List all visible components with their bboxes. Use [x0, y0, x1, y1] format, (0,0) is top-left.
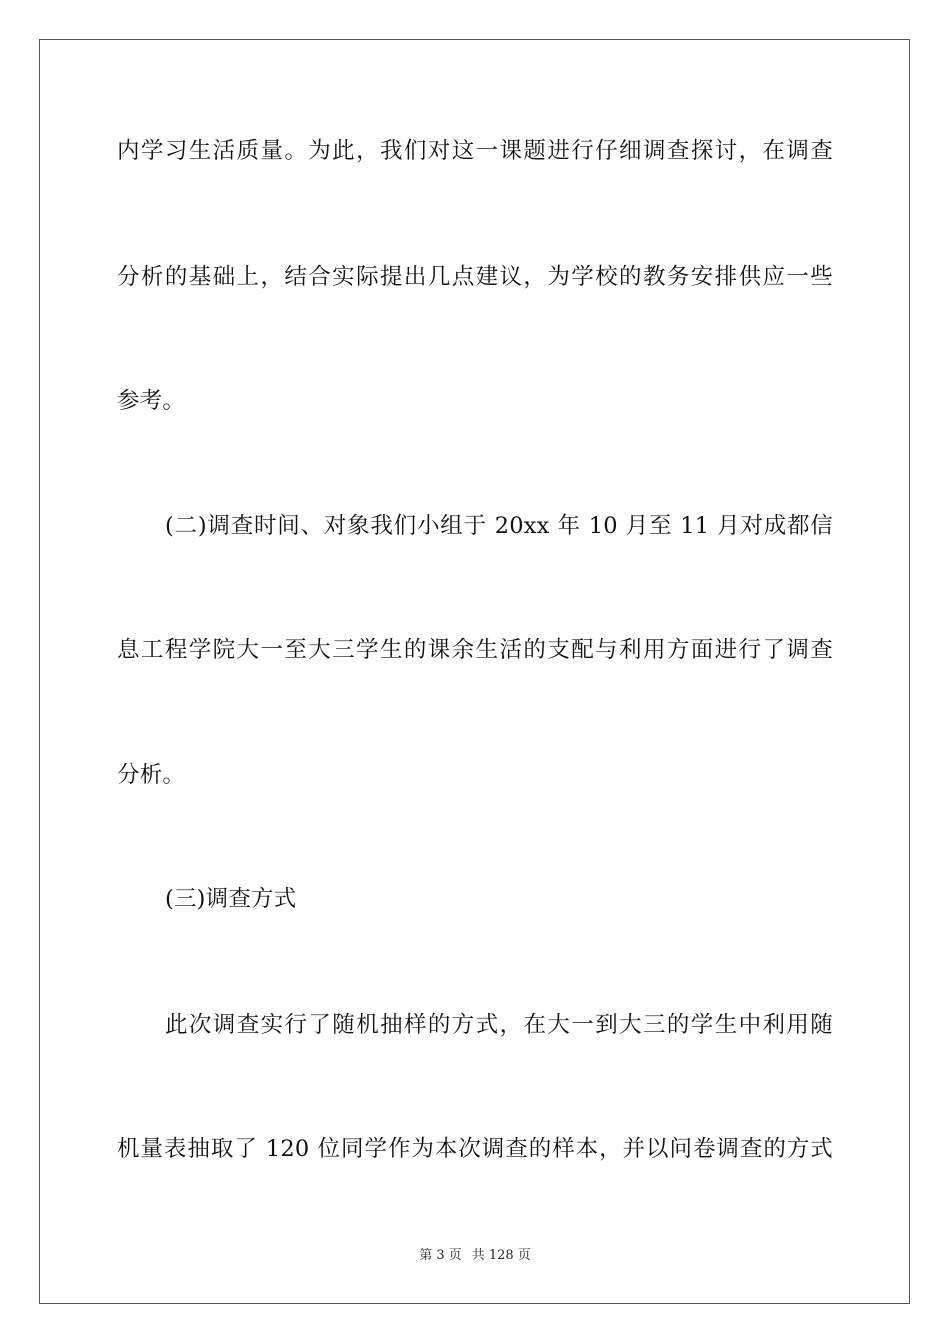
page-total: 共 128 页: [471, 1248, 531, 1263]
page-number: 第 3 页: [419, 1248, 462, 1263]
body-line-2: 分析的基础上，结合实际提出几点建议，为学校的教务安排供应一些: [117, 264, 833, 290]
body-line-4: (二)调查时间、对象我们小组于 20xx 年 10 月至 11 月对成都信: [165, 513, 833, 539]
body-line-8: 此次调查实行了随机抽样的方式，在大一到大三的学生中利用随: [165, 1012, 833, 1038]
body-line-3: 参考。: [117, 388, 186, 414]
page-border: [39, 39, 910, 1304]
page-footer: [0, 1247, 950, 1265]
body-line-5: 息工程学院大一至大三学生的课余生活的支配与利用方面进行了调查: [117, 637, 833, 663]
body-line-6: 分析。: [117, 762, 186, 788]
section-heading: (三)调查方式: [165, 886, 297, 912]
body-line-9: 机量表抽取了 120 位同学作为本次调查的样本，并以问卷调查的方式: [117, 1136, 833, 1162]
body-line-1: 内学习生活质量。为此，我们对这一课题进行仔细调查探讨，在调查: [117, 138, 833, 164]
